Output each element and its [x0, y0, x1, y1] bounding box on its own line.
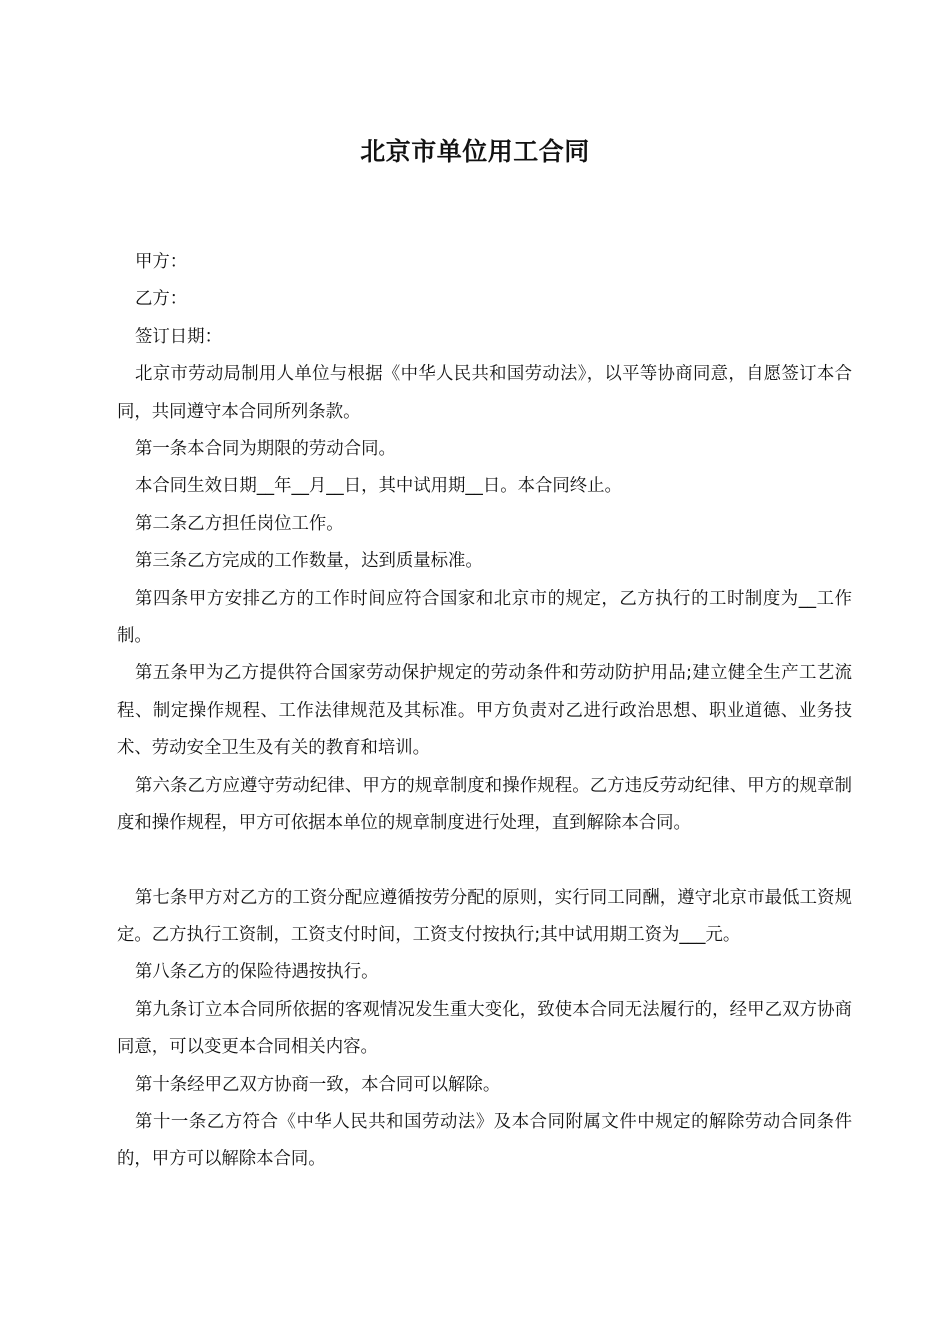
article-2: 第二条乙方担任岗位工作。	[135, 513, 344, 534]
signing-date-line: 签订日期：	[135, 326, 222, 347]
article-9: 第九条订立本合同所依据的客观情况发生重大变化，致使本合同无法履行的，经甲乙双方协商同意，可以变更本合同相关内容。	[117, 999, 852, 1058]
article-10: 第十条经甲乙双方协商一致，本合同可以解除。	[135, 1074, 501, 1095]
article-1: 第一条本合同为期限的劳动合同。	[135, 439, 396, 460]
document-title: 北京市单位用工合同	[360, 137, 590, 166]
article-6: 第六条乙方应遵守劳动纪律、甲方的规章制度和操作规程。乙方违反劳动纪律、甲方的规章制度和操作规程，甲方可依据本单位的规章制度进行处理，直到解除本合同。	[117, 775, 852, 834]
article-7: 第七条甲方对乙方的工资分配应遵循按劳分配的原则，实行同工同酬，遵守北京市最低工资规定。乙方执行工资制，工资支付时间，工资支付按执行;其中试用期工资为___元。	[117, 887, 852, 945]
preamble-paragraph: 北京市劳动局制用人单位与根据《中华人民共和国劳动法》，以平等协商同意，自愿签订本合同，共同遵守本合同所列条款。	[117, 364, 852, 422]
party-a-line: 甲方：	[135, 252, 188, 272]
article-4: 第四条甲方安排乙方的工作时间应符合国家和北京市的规定，乙方执行的工时制度为__工作制。	[117, 588, 852, 647]
paragraph-gap	[117, 843, 852, 880]
document-body	[117, 244, 852, 1179]
effective-date-paragraph: 本合同生效日期__年__月__日，其中试用期__日。本合同终止。	[135, 476, 622, 497]
article-8: 第八条乙方的保险待遇按执行。	[135, 962, 379, 983]
article-3: 第三条乙方完成的工作数量，达到质量标准。	[135, 551, 483, 572]
article-5: 第五条甲为乙方提供符合国家劳动保护规定的劳动条件和劳动防护用品;建立健全生产工艺流程、制定操作规程、工作法律规范及其标准。甲方负责对乙进行政治思想、职业道德、业务技术、劳动安全卫生及有关的教育和培训。	[117, 663, 852, 759]
party-b-line: 乙方：	[135, 289, 188, 310]
article-11: 第十一条乙方符合《中华人民共和国劳动法》及本合同附属文件中规定的解除劳动合同条件的，甲方可以解除本合同。	[117, 1111, 852, 1170]
